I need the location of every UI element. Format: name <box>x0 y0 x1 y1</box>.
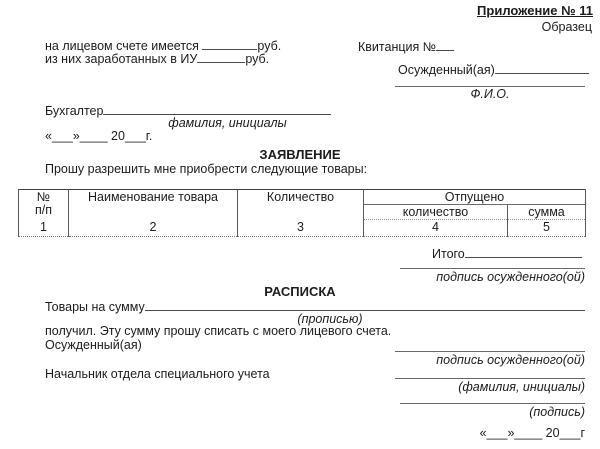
statement-intro: Прошу разрешить мне приобрести следующие товары: <box>45 162 368 176</box>
head-signature-hint: (подпись) <box>529 405 585 419</box>
receipt-number-fill-line <box>436 39 454 51</box>
received-text: получил. Эту сумму прошу списать с моего лицевого счета. <box>45 324 392 338</box>
date-line-top: «___»____ 20___г. <box>45 129 153 143</box>
col-header-goods-name: Наименование товара <box>69 190 238 220</box>
goods-sum-fill-line <box>145 299 585 311</box>
rub-label: руб. <box>257 39 282 53</box>
receipt-number-line <box>358 39 454 54</box>
earned-fill-line <box>197 51 245 63</box>
column-number: 4 <box>364 220 508 237</box>
head-of-dept-label: Начальник отдела специального учета <box>45 367 270 381</box>
total-line <box>432 246 582 261</box>
convict-signature-line-2 <box>395 351 585 352</box>
convict-name-fill-line <box>495 62 589 74</box>
column-number: 3 <box>238 220 364 237</box>
total-label: Итого <box>432 247 465 261</box>
goods-table <box>18 189 586 237</box>
appendix-title: Приложение № 11 <box>477 3 593 18</box>
column-number: 2 <box>69 220 238 237</box>
table-column-numbers-row <box>19 220 586 237</box>
convict-label-bottom: Осужденный(ая) <box>45 338 142 352</box>
convict-label: Осужденный(ая) <box>398 63 495 77</box>
col-header-released: Отпущено <box>364 190 586 205</box>
subcol-header-quantity: количество <box>364 205 508 220</box>
earned-in-iu-line <box>45 51 269 66</box>
account-balance-label: на лицевом счете имеется <box>45 39 199 53</box>
earned-in-iu-label: из них заработанных в ИУ <box>45 52 198 66</box>
convict-signature-hint-2: подпись осужденного(ой) <box>436 353 585 367</box>
convict-signature-hint: подпись осужденного(ой) <box>436 270 585 284</box>
sample-label: Образец <box>541 20 592 34</box>
col-header-no: № п/п <box>19 190 69 220</box>
head-name-hint: (фамилия, инициалы) <box>458 380 585 394</box>
column-number: 5 <box>508 220 586 237</box>
column-number: 1 <box>19 220 69 237</box>
table-header-row <box>19 190 586 205</box>
convict-signature-line <box>400 268 585 269</box>
head-signature-line <box>400 403 585 404</box>
subcol-header-sum: сумма <box>508 205 586 220</box>
convict-name-line <box>398 62 589 77</box>
goods-sum-label: Товары на сумму <box>45 300 145 314</box>
date-line-bottom: «___»____ 20___г <box>479 426 585 440</box>
receipt-section-title: РАСПИСКА <box>264 284 336 299</box>
fio-hint: Ф.И.О. <box>470 87 510 101</box>
total-fill-line <box>465 246 582 258</box>
col-header-quantity: Количество <box>238 190 364 220</box>
accountant-label: Бухгалтер <box>45 104 104 118</box>
accountant-fill-line <box>103 103 331 115</box>
in-words-hint: (прописью) <box>297 312 363 326</box>
rub-label: руб. <box>245 52 270 66</box>
accountant-name-hint: фамилия, инициалы <box>168 116 287 130</box>
receipt-number-label: Квитанция № <box>358 40 437 54</box>
account-balance-fill-line <box>202 38 257 50</box>
head-name-line <box>395 378 585 379</box>
statement-title: ЗАЯВЛЕНИЕ <box>259 147 341 162</box>
